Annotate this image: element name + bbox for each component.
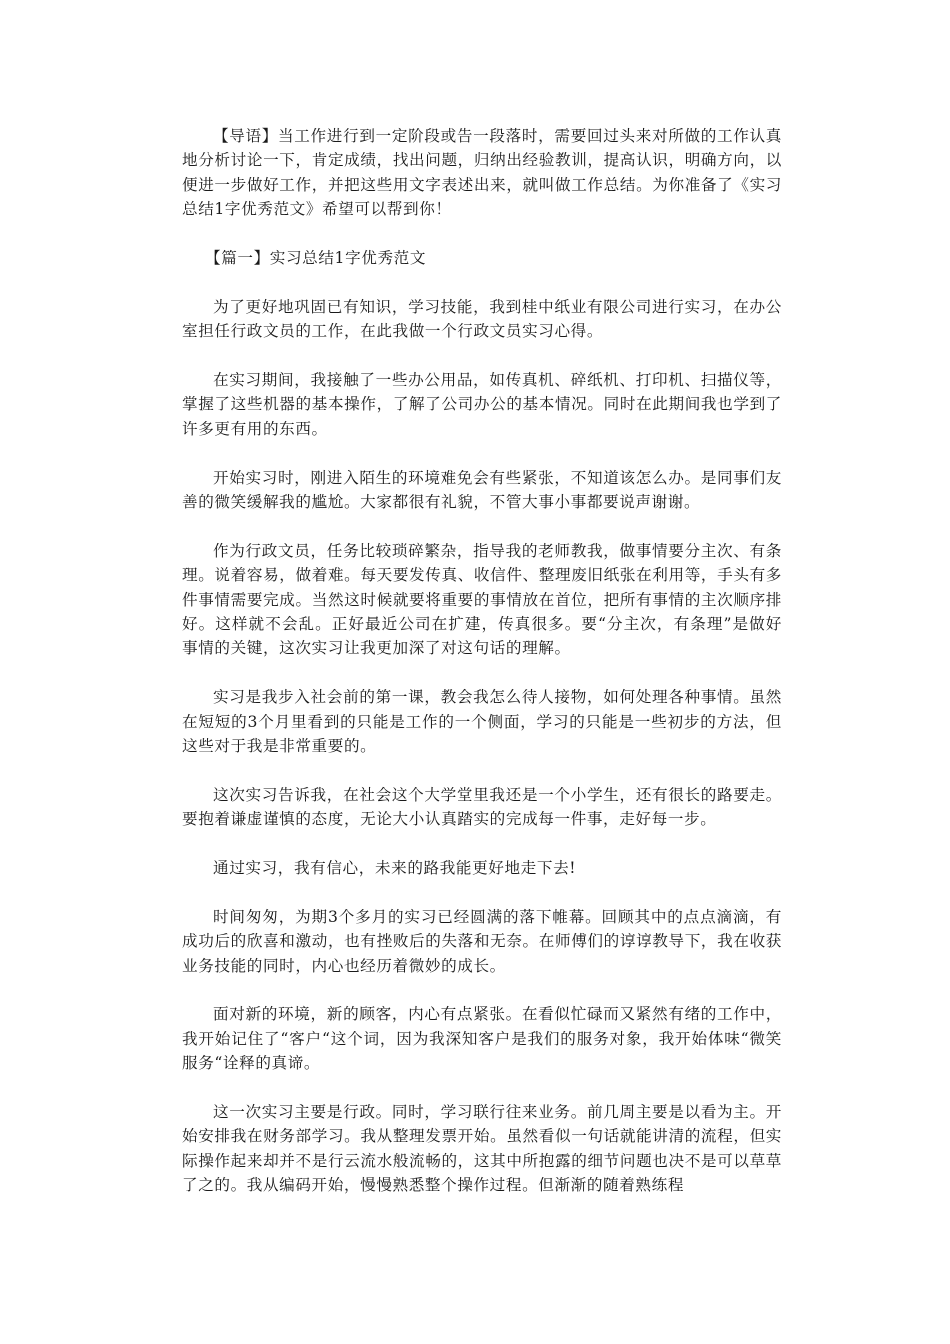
body-paragraph: 时间匆匆，为期3个多月的实习已经圆满的落下帷幕。回顾其中的点点滴滴，有成功后的欣喜和激动，也有挫败后的失落和无奈。在师傅们的谆谆教导下，我在收获业务技能的同时，内心也经历着微妙的成长。 [182, 907, 782, 975]
body-paragraph: 这次实习告诉我，在社会这个大学堂里我还是一个小学生，还有很长的路要走。要抱着谦虚谨慎的态度，无论大小认真踏实的完成每一件事，走好每一步。 [182, 785, 782, 829]
body-paragraph: 作为行政文员，任务比较琐碎繁杂，指导我的老师教我，做事情要分主次、有条理。说着容易，做着难。每天要发传真、收信件、整理废旧纸张在利用等，手头有多件事情需要完成。当然这时候就要将重要的事情放在首位，把所有事情的主次顺序排好。这样就不会乱。正好最近公司在扩建，传真很多。要“分主次，有条理”是做好事情的关键，这次实习让我更加深了对这句话的理解。 [182, 541, 782, 658]
intro-paragraph: 【导语】当工作进行到一定阶段或告一段落时，需要回过头来对所做的工作认真地分析讨论一下，肯定成绩，找出问题，归纳出经验教训，提高认识，明确方向，以便进一步做好工作，并把这些用文字表述出来，就叫做工作总结。为你准备了《实习总结1字优秀范文》希望可以帮到你！ [182, 127, 782, 219]
document-body [182, 124, 782, 1222]
body-paragraph: 为了更好地巩固已有知识，学习技能，我到桂中纸业有限公司进行实习，在办公室担任行政文员的工作，在此我做一个行政文员实习心得。 [182, 297, 782, 341]
body-paragraph: 这一次实习主要是行政。同时，学习联行往来业务。前几周主要是以看为主。开始安排我在财务部学习。我从整理发票开始。虽然看似一句话就能讲清的流程，但实际操作起来却并不是行云流水般流畅的，这其中所抱露的细节问题也决不是可以草草了之的。我从编码开始，慢慢熟悉整个操作过程。但渐渐的随着熟练程 [182, 1103, 782, 1195]
body-paragraph: 通过实习，我有信心，未来的路我能更好地走下去! [213, 859, 577, 878]
body-paragraph: 面对新的环境，新的顾客，内心有点紧张。在看似忙碌而又紧然有绪的工作中，我开始记住了“客户“这个词，因为我深知客户是我们的服务对象，我开始体味“微笑服务“诠释的真谛。 [182, 1005, 782, 1073]
section-heading: 【篇一】实习总结1字优秀范文 [205, 249, 427, 268]
body-paragraph: 开始实习时，刚进入陌生的环境难免会有些紧张，不知道该怎么办。是同事们友善的微笑缓解我的尴尬。大家都很有礼貌，不管大事小事都要说声谢谢。 [182, 468, 782, 512]
body-paragraph: 实习是我步入社会前的第一课，教会我怎么待人接物，如何处理各种事情。虽然在短短的3个月里看到的只能是工作的一个侧面，学习的只能是一些初步的方法，但这些对于我是非常重要的。 [182, 688, 782, 756]
body-paragraph: 在实习期间，我接触了一些办公用品，如传真机、碎纸机、打印机、扫描仪等，掌握了这些机器的基本操作，了解了公司办公的基本情况。同时在此期间我也学到了许多更有用的东西。 [182, 371, 782, 438]
